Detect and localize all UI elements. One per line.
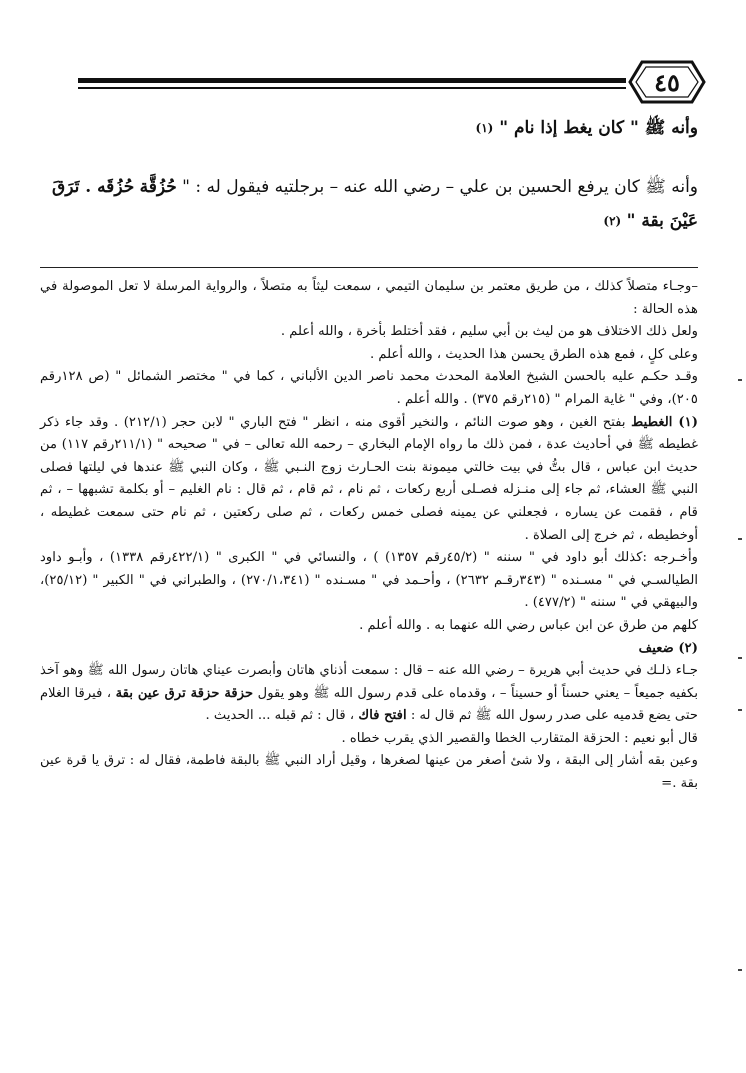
footnote-2-text-a: جـاء ذلـك في حديث أبي هريرة – رضي الله عنه – قال : سمعت أذناي هاتان وأبصرت عيناي هاتان رسول الله ﷺ وهو آخذ بكفيه جميعاً – يعني حسناً أو حسيناً – ، وقدماه على قدم رسول الله ﷺ وهو يقول xyxy=(40,663,698,701)
page-number-badge xyxy=(628,58,706,106)
footnote-separator xyxy=(40,267,698,268)
page-number: ٤٥ xyxy=(654,67,680,97)
margin-mark xyxy=(738,657,742,659)
footnote-continuation-line: ولعل ذلك الاختلاف هو من ليث بن أبي سليم ، فقد أختلط بأخرة ، والله أعلم . xyxy=(280,324,698,340)
margin-mark xyxy=(738,709,742,711)
margin-mark xyxy=(738,538,742,540)
footnote-2-text-c: ، قال : ثم قبله ... الحديث . xyxy=(205,708,355,724)
footnote-ref-1[interactable]: (١) xyxy=(475,121,494,135)
header-rule-thin xyxy=(78,87,626,89)
footnote-2 xyxy=(40,660,698,728)
para2-text: وأنه ﷺ كان يرفع الحسين بن علي – رضي الله عنه – برجلتيه فيقول له : " xyxy=(182,177,698,197)
para2-bold-phrase: حُزُقَه . تَرَقَ عَيْنَ بقة " xyxy=(52,177,698,231)
footnote-1-text: بفتح الغين ، وهو صوت النائم ، والنخير أقوى منه ، انظر " فتح الباري " لابن حجر (٢١٢/١) . وقد جاء ذكر غطيطه ﷺ في أحاديث عدة ، فمن ذلك ما رواه الإمام البخاري – رحمه الله تعالى – في " صحيحه " (٢١١/١رقم ١١٧) من حديث ابن عباس ، قال بتُّ في بيت خالتي ميمونة بنت الحـارث زوج النـبي ﷺ ، وكان النبي ﷺ عندها في ليلتها فصلى النبي ﷺ العشاء، ثم جاء إلى منـزله فصـلى أربع ركعات ، ثم نام ، ثم قام ، ثم قال : نام الغليم – أو بكلمة تشبهها – ، ثم قام ، فقمت عن يساره ، فجعلني عن يمينه فصلى خمس ركعات ، ثم صلى ركعتين ، ثم نام حتى سمعت غطيطه ، أوخطيطه ، ثم خرج إلى الصلاة . xyxy=(40,414,698,543)
footnotes-section xyxy=(40,276,698,796)
footnote-1 xyxy=(40,412,698,548)
header-rule-thick xyxy=(78,78,626,83)
margin-mark xyxy=(738,969,742,971)
footnote-2-bold-phrase: حزقة حزقة ترق عين بقة xyxy=(115,685,254,701)
footnote-2-explanation: وعين بقه أشار إلى البقة ، ولا شئ أصغر من عينها لصغرها ، وقيل أراد النبي ﷺ بالبقة فاطمة، فقال له : ترق يا قرة عين بقة .= xyxy=(40,753,698,792)
footnote-ref-2[interactable]: (٢) xyxy=(603,214,622,228)
footnote-1-label: (١) الغطيط xyxy=(631,414,698,430)
main-paragraph-1 xyxy=(40,113,698,143)
para1-text: وأنه ﷺ " كان يغط إذا نام " xyxy=(499,118,698,138)
para2-bold-hazuqqa: حُزُقَّة xyxy=(139,177,177,197)
main-paragraph-2 xyxy=(40,170,698,238)
footnote-continuation-line: وعلى كلٍ ، فمع هذه الطرق يحسن هذا الحديث ، والله أعلم . xyxy=(369,346,698,362)
footnote-2-text-b: ، فيرقا الغلام حتى يضع قدميه على صدر رسول الله ﷺ ثم قال له : xyxy=(40,685,698,724)
footnote-continuation-line: وقـد حكـم عليه بالحسن الشيخ العلامة المحدث محمد ناصر الدين الألباني ، كما في " مختصر الشمائل " (ص ١٢٨رقم ٢٠٥)، وفي " غاية المرام " (٢١٥رقم ٣٧٥) . والله أعلم . xyxy=(40,369,698,407)
footnote-2-bold-open-mouth: افتح فاك xyxy=(358,708,407,724)
footnote-continuation-line: –وجـاء متصلاً كذلك ، من طريق معتمر بن سليمان التيمي ، سمعت ليثاً به متصلاً ، والرواية المرسلة لا تعل الموصولة في هذه الحالة : xyxy=(40,279,698,317)
footnote-2-abu-nuaym: قال أبو نعيم : الحزقة المتقارب الخطا والقصير الذي يقرب خطاه . xyxy=(341,730,698,746)
footnote-1-takhrij: وأخـرجه :كذلك أبو داود في " سننه " (٤٥/٢رقم ١٣٥٧) ) ، والنسائي في " الكبرى " (٤٢٢/١رقم ١٣٣٨) ، وأبـو داود الطيالسـي في " مسـنده " (٣٤٣رقـم ٢٦٣٢) ، وأحـمد في " مسـنده " (٢٧٠/١،٣٤١) ، والطبراني في " الكبير " (٢٥/١٢)، والبيهقي في " سننه " (٤٧٧/٢) . xyxy=(40,550,699,611)
footnote-1-conclusion: كلهم من طرق عن ابن عباس رضي الله عنهما به . والله أعلم . xyxy=(359,617,698,633)
footnote-2-label: (٢) ضعيف xyxy=(638,640,698,656)
margin-mark xyxy=(738,379,742,381)
